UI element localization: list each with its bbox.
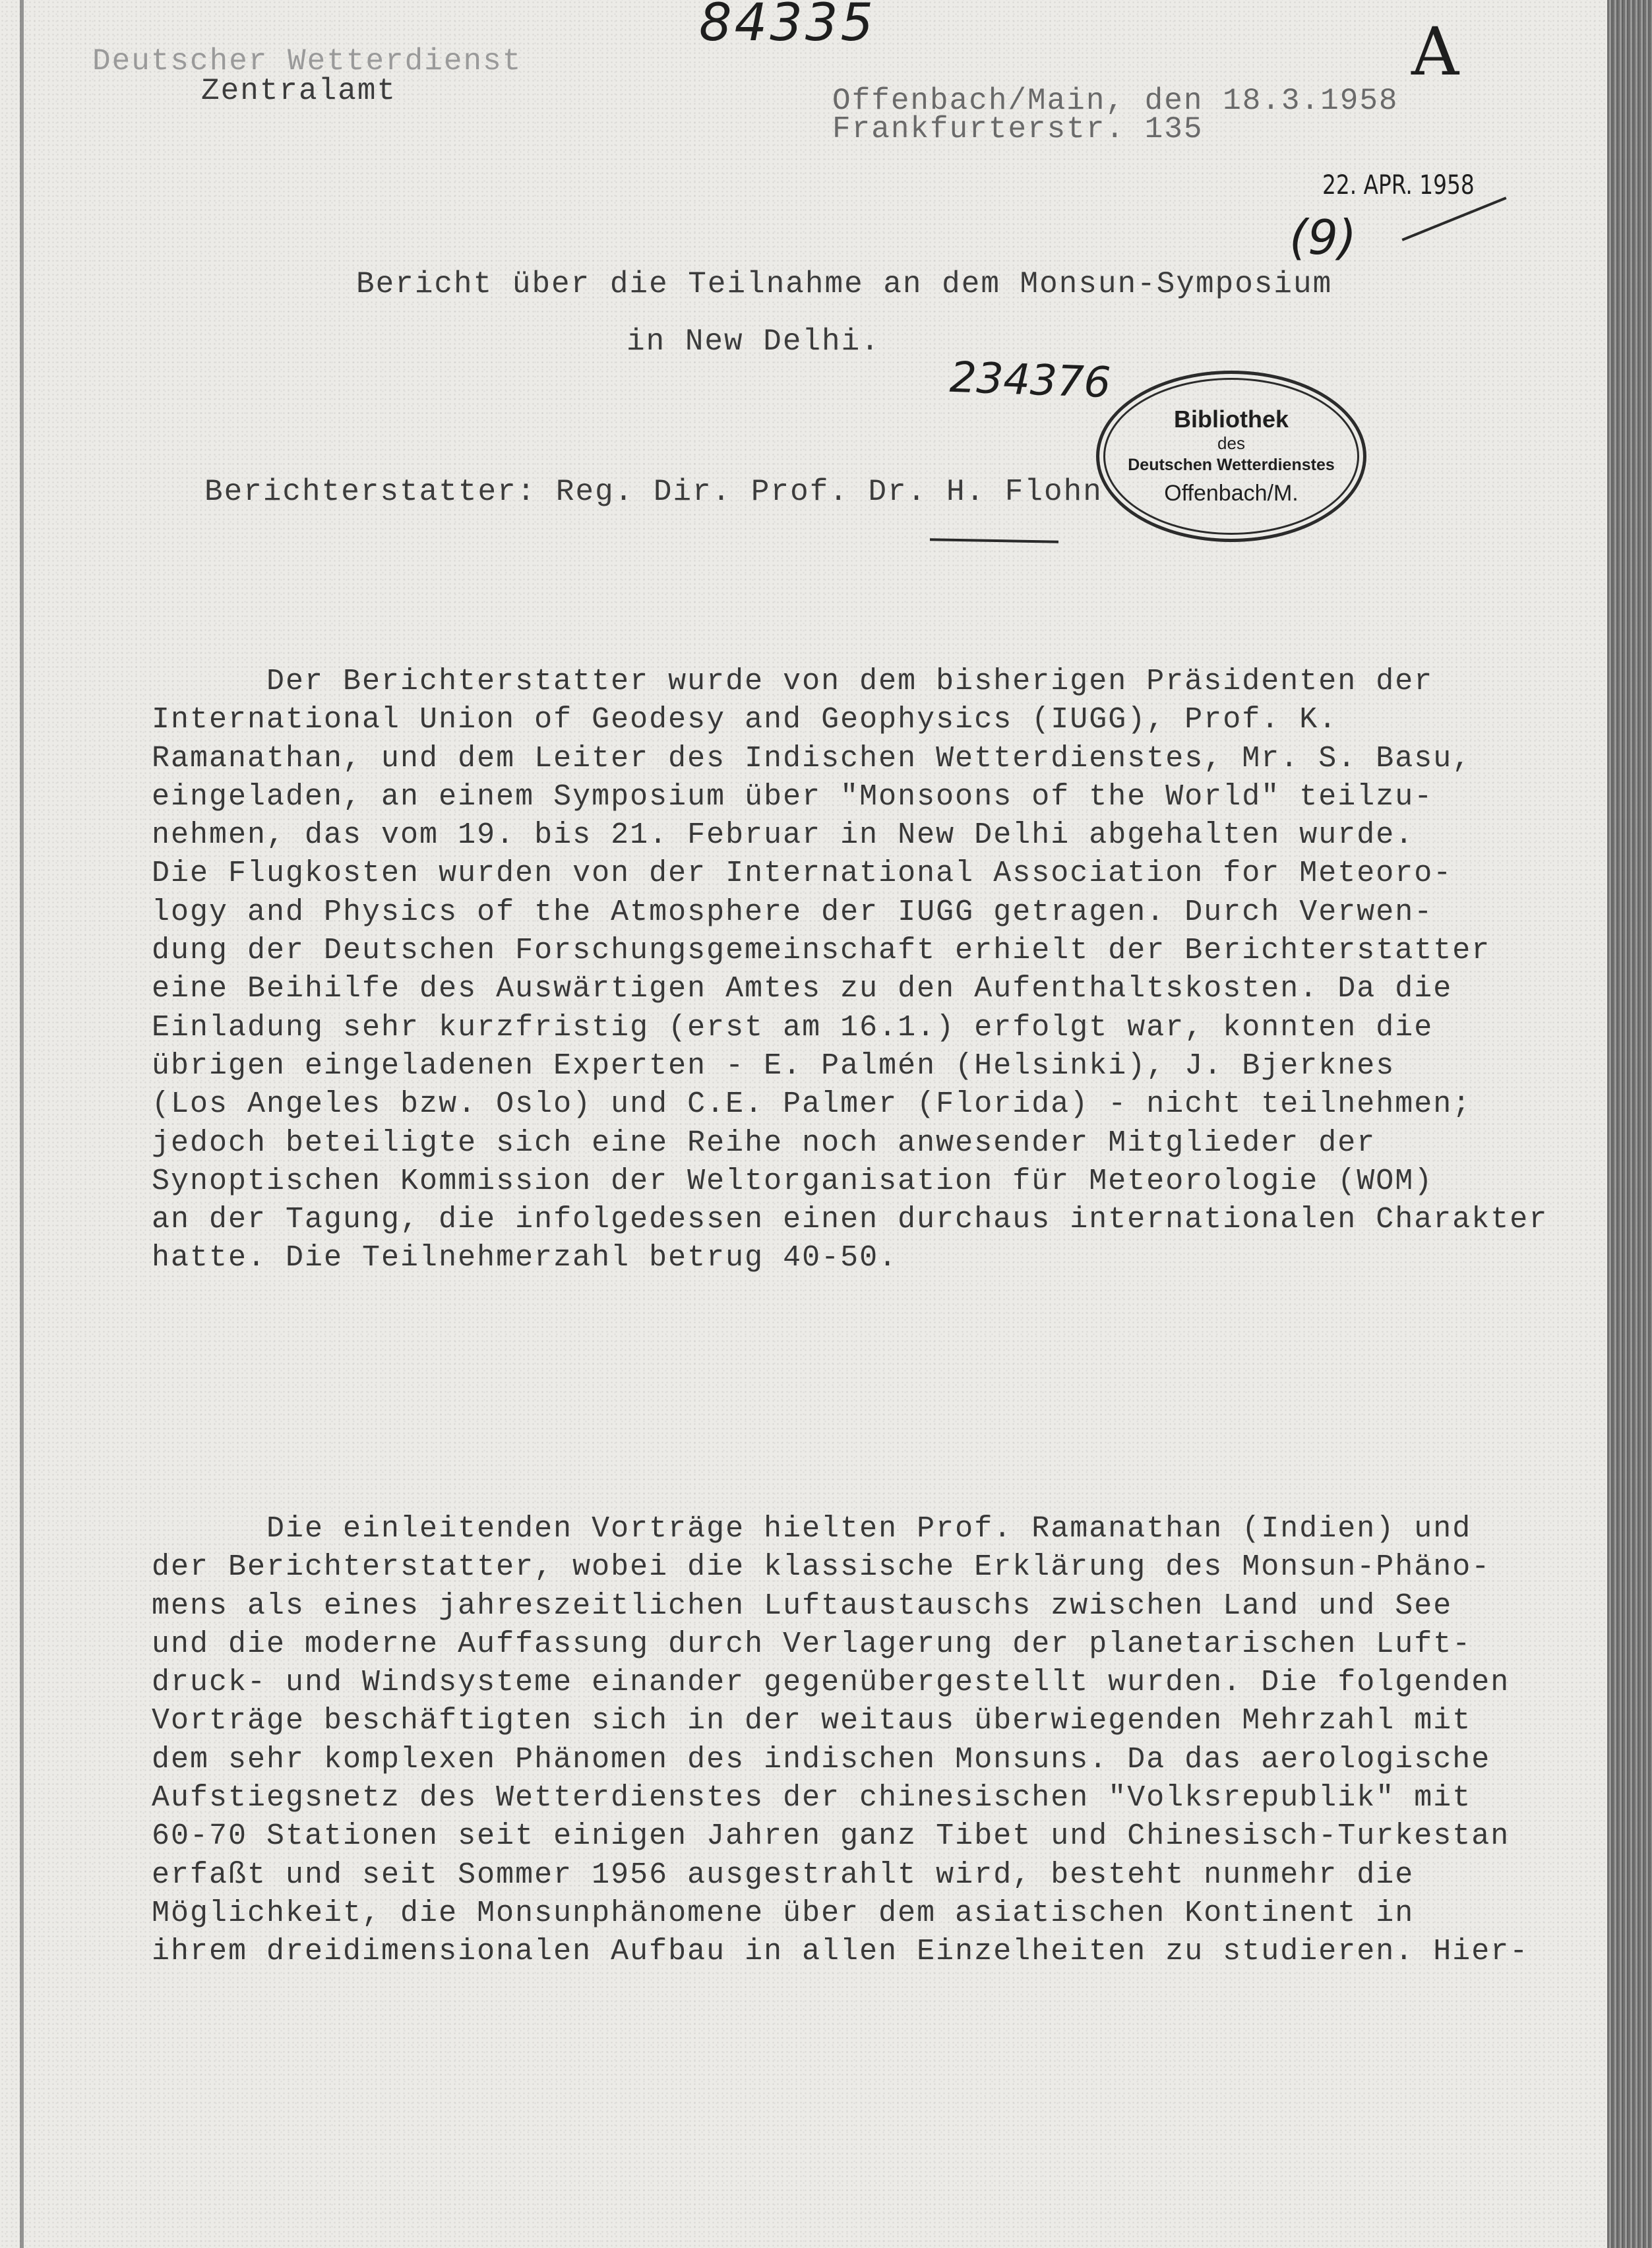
text-line: dem sehr komplexen Phänomen des indischen Monsuns. Da das aerologische xyxy=(152,1742,1491,1777)
bracket-number: (9) xyxy=(1289,210,1357,265)
reporter-prefix: Berichterstatter: Reg. Dir. Prof. Dr. H. xyxy=(204,475,1005,509)
place-date: Offenbach/Main, den 18.3.1958 xyxy=(832,84,1399,118)
text-line: 60-70 Stationen seit einigen Jahren ganz Tibet und Chinesisch-Turkestan xyxy=(152,1819,1510,1854)
text-line: Vorträge beschäftigten sich in der weitaus überwiegenden Mehrzahl mit xyxy=(152,1704,1472,1738)
text-line: International Union of Geodesy and Geophysics (IUGG), Prof. K. xyxy=(152,703,1338,737)
text-line: ihrem dreidimensionalen Aufbau in allen Einzelheiten zu studieren. Hier- xyxy=(152,1935,1529,1969)
text-line: druck- und Windsysteme einander gegenübergestellt wurden. Die folgenden xyxy=(152,1666,1510,1700)
library-stamp xyxy=(1096,371,1366,542)
stamp-line-1: Bibliothek xyxy=(1173,406,1289,433)
reporter-name: Flohn xyxy=(1004,475,1103,509)
text-line: Der Berichterstatter wurde von dem bisherigen Präsidenten der xyxy=(152,665,1434,698)
name-underline xyxy=(930,538,1058,543)
text-line: mens als eines jahreszeitlichen Luftaustauschs zwischen Land und See xyxy=(152,1589,1453,1623)
text-line: nehmen, das vom 19. bis 21. Februar in New Delhi abgehalten wurde. xyxy=(152,818,1415,853)
text-line: hatte. Die Teilnehmerzahl betrug 40-50. xyxy=(152,1241,898,1275)
text-line: an der Tagung, die infolgedessen einen durchaus internationalen Charakter xyxy=(152,1203,1548,1237)
text-line: Ramanathan, und dem Leiter des Indischen Wetterdienstes, Mr. S. Basu, xyxy=(152,741,1472,775)
paragraph-1 xyxy=(152,663,1548,1278)
scan-left-edge xyxy=(20,0,24,2248)
stamp-line-3: Deutschen Wetterdienstes xyxy=(1128,456,1335,474)
office-department: Zentralamt xyxy=(201,74,397,108)
text-line: eine Beihilfe des Auswärtigen Amtes zu den Aufenthaltskosten. Da die xyxy=(152,972,1453,1006)
text-line: Möglichkeit, die Monsunphänomene über dem asiatischen Kontinent in xyxy=(152,1896,1415,1930)
archive-number: 84335 xyxy=(699,0,876,53)
text-line: jedoch beteiligte sich eine Reihe noch anwesender Mitglieder der xyxy=(152,1126,1376,1160)
text-line: dung der Deutschen Forschungsgemeinschaft erhielt der Berichterstatter xyxy=(152,934,1491,968)
received-date-stamp: 22. APR. 1958 xyxy=(1322,170,1475,200)
scan-right-edge xyxy=(1607,0,1652,2248)
text-line: der Berichterstatter, wobei die klassische Erklärung des Monsun-Phäno- xyxy=(152,1550,1491,1585)
text-line: eingeladen, an einem Symposium über "Monsoons of the World" teilzu- xyxy=(152,779,1434,814)
reporter-line xyxy=(204,473,1103,510)
report-title-line1: Bericht über die Teilnahme an dem Monsun-Symposium xyxy=(356,267,1333,301)
paragraph-2 xyxy=(152,1510,1529,1972)
catalog-number: 234376 xyxy=(948,353,1112,408)
text-line: logy and Physics of the Atmosphere der IUGG getragen. Durch Verwen- xyxy=(152,895,1434,929)
text-line: Die einleitenden Vorträge hielten Prof. Ramanathan (Indien) und xyxy=(152,1512,1472,1546)
stamp-line-2: des xyxy=(1217,433,1245,453)
text-line: erfaßt und seit Sommer 1956 ausgestrahlt wird, besteht nunmehr die xyxy=(152,1858,1415,1892)
corner-letter: A xyxy=(1411,13,1459,90)
office-name: Deutscher Wetterdienst xyxy=(92,44,522,78)
text-line: Einladung sehr kurzfristig (erst am 16.1.) erfolgt war, konnten die xyxy=(152,1010,1434,1045)
text-line: Aufstiegsnetz des Wetterdienstes der chinesischen "Volksrepublik" mit xyxy=(152,1781,1472,1815)
text-line: (Los Angeles bzw. Oslo) und C.E. Palmer (Florida) - nicht teilnehmen; xyxy=(152,1087,1472,1122)
report-title-line2: in New Delhi. xyxy=(627,324,880,359)
pen-stroke xyxy=(1401,197,1506,241)
stamp-line-4: Offenbach/M. xyxy=(1164,481,1299,506)
text-line: und die moderne Auffassung durch Verlagerung der planetarischen Luft- xyxy=(152,1627,1472,1661)
text-line: Synoptischen Kommission der Weltorganisation für Meteorologie (WOM) xyxy=(152,1164,1434,1198)
text-line: übrigen eingeladenen Experten - E. Palmén (Helsinki), J. Bjerknes xyxy=(152,1048,1395,1083)
street-address: Frankfurterstr. 135 xyxy=(832,112,1204,146)
text-line: Die Flugkosten wurden von der International Association for Meteoro- xyxy=(152,857,1453,891)
